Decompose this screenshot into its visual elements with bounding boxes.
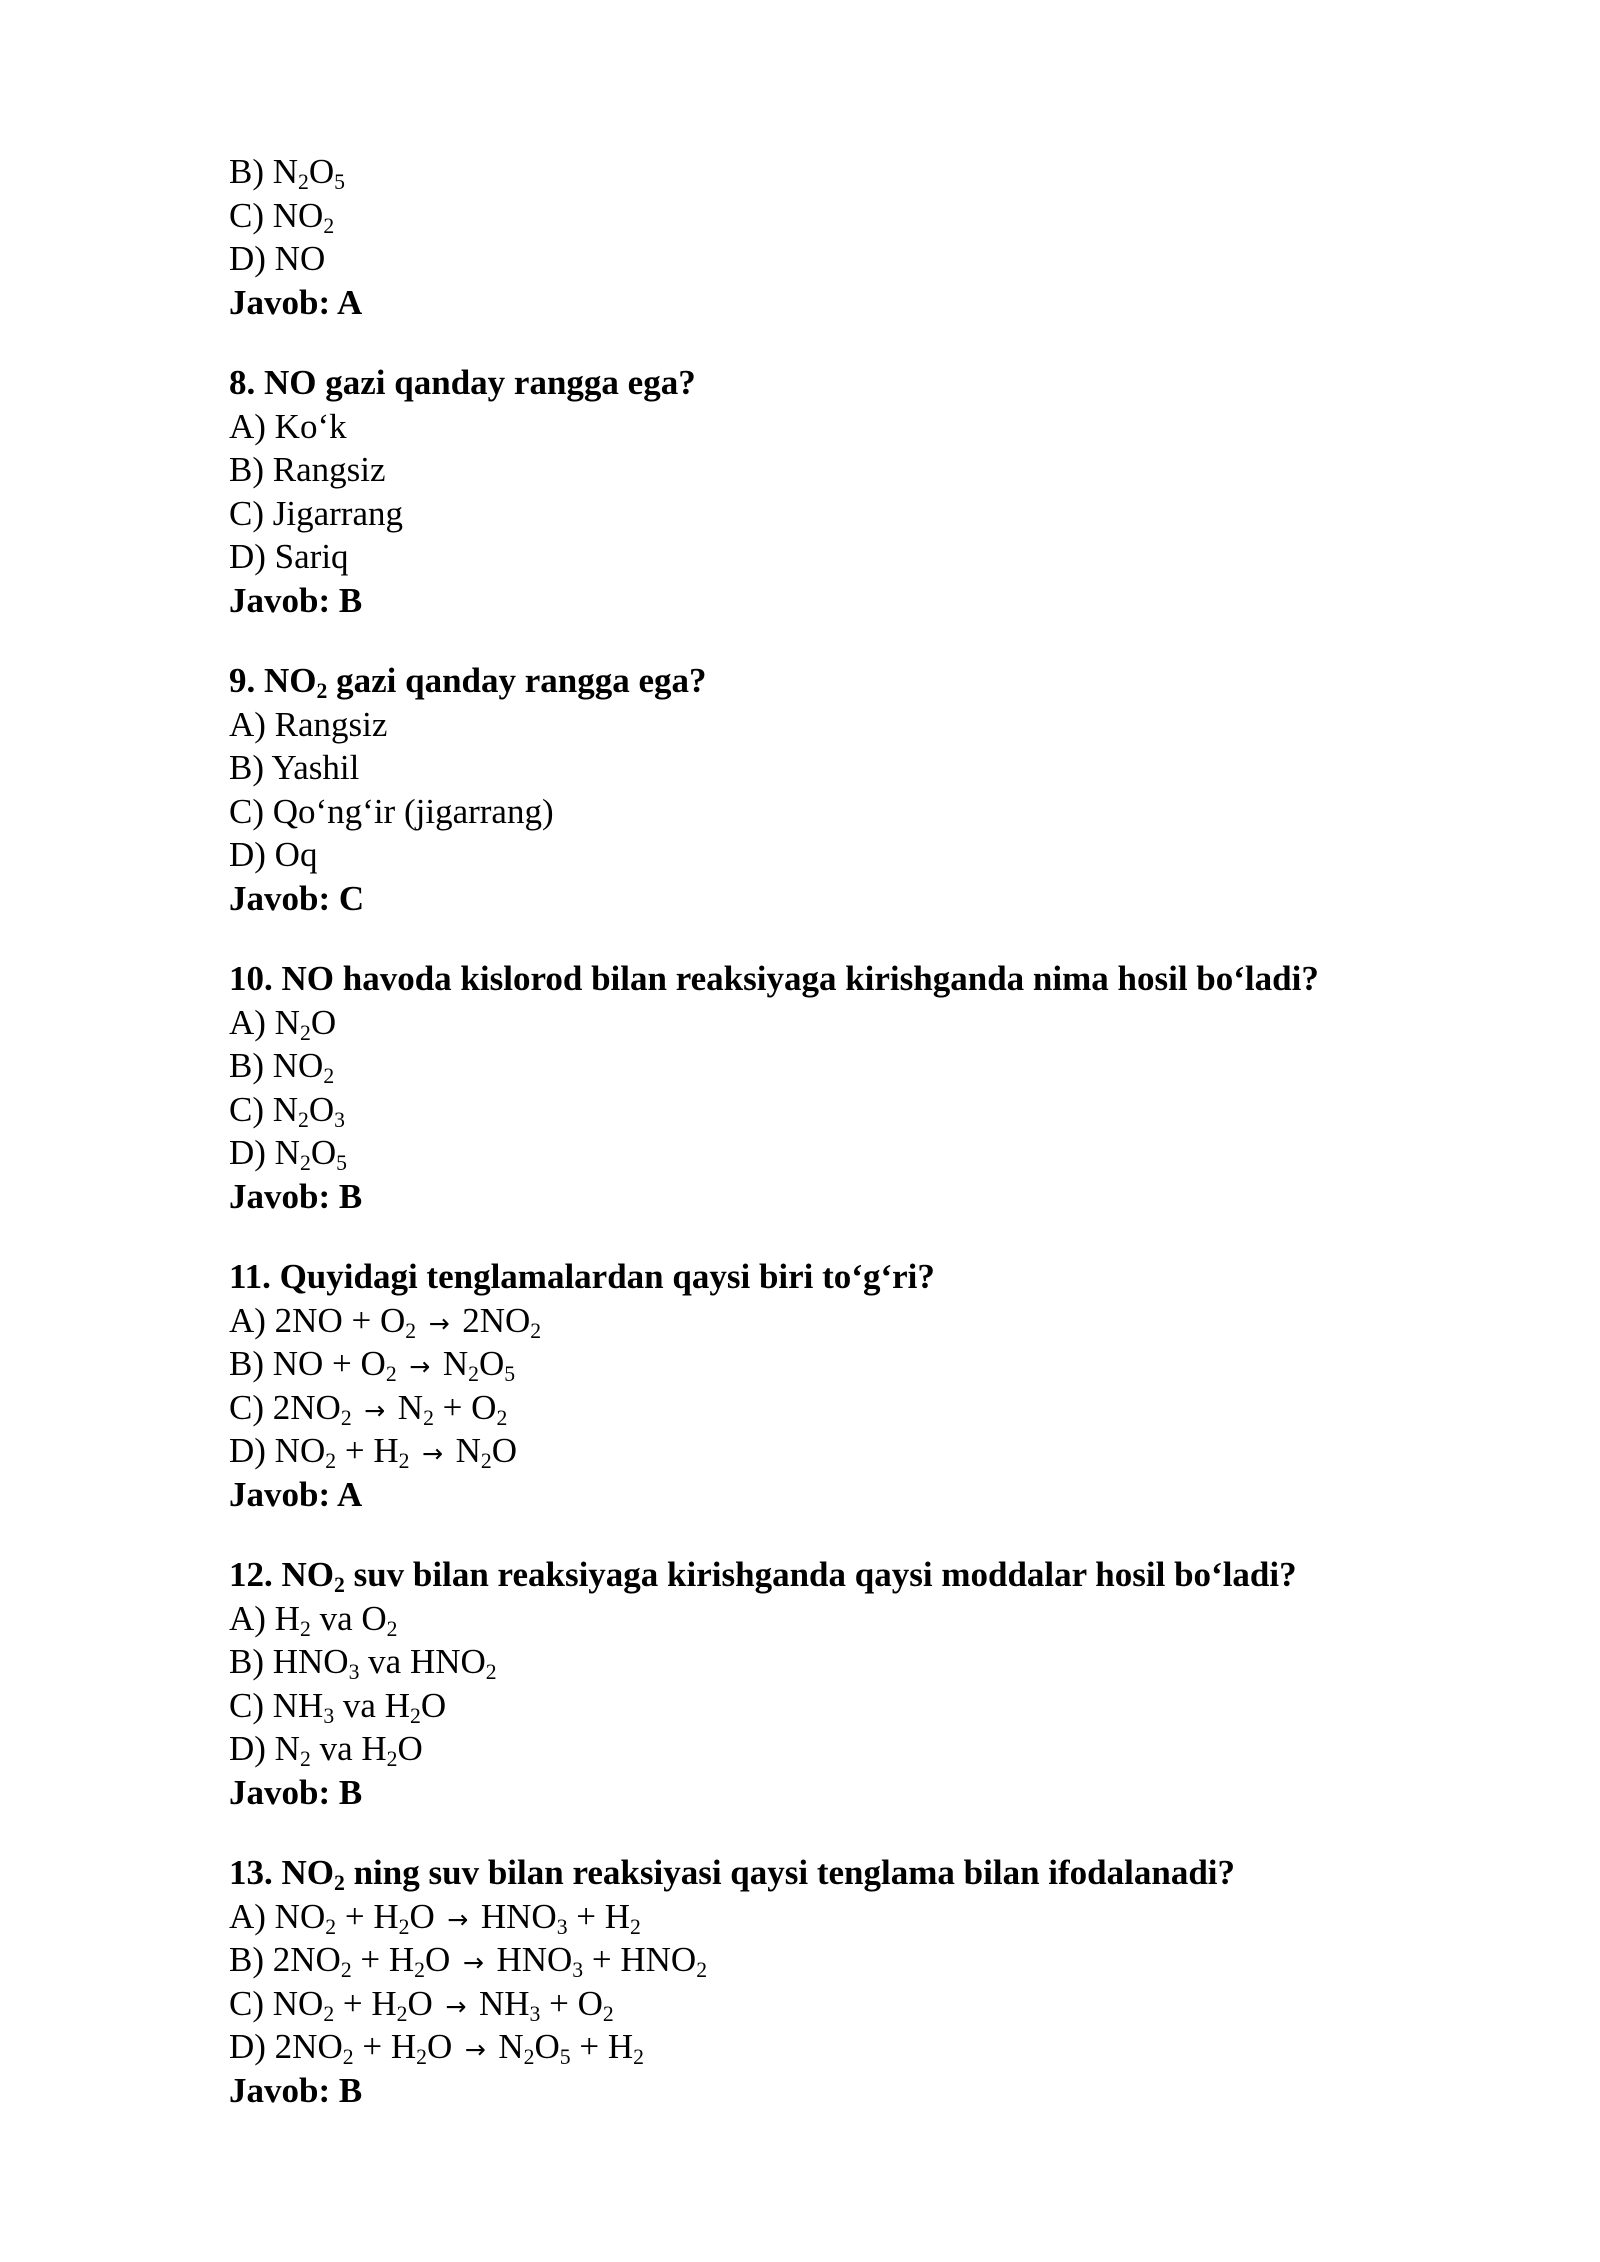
answer-option — [229, 194, 1489, 238]
text-run: D) NO — [229, 239, 326, 278]
subscript: 2 — [523, 2045, 535, 2070]
subscript: 2 — [602, 2001, 614, 2026]
answer-option — [229, 1982, 1489, 2026]
text-run: O — [491, 1431, 517, 1470]
question-title — [229, 1553, 1489, 1597]
subscript: 2 — [334, 1871, 345, 1896]
question-block-11 — [229, 1255, 1489, 1516]
subscript: 5 — [559, 2045, 571, 2070]
text-run: + O — [540, 1983, 603, 2023]
subscript: 2 — [342, 2045, 354, 2070]
text-run: 13. NO — [229, 1853, 334, 1892]
text-run: O — [534, 2027, 560, 2066]
text-run: D) Oq — [229, 835, 318, 874]
subscript: 2 — [396, 2001, 408, 2026]
subscript: 3 — [572, 1958, 584, 1983]
subscript: 2 — [299, 1616, 311, 1641]
answer-option — [229, 1299, 1489, 1343]
subscript: 2 — [340, 1958, 352, 1983]
text-run: + O — [433, 1387, 497, 1427]
text-run: B) NO — [229, 1046, 324, 1085]
text-run: C) NO — [229, 1983, 324, 2023]
text-run: 9. NO — [229, 661, 317, 700]
subscript: 2 — [334, 1573, 345, 1598]
subscript: 2 — [633, 2045, 644, 2070]
text-run: C) NH — [229, 1685, 324, 1725]
text-run: D) Sariq — [229, 537, 349, 576]
text-run: 10. NO havoda kislorod bilan reaksiyaga kirishganda nima hosil bo‘ladi? — [229, 959, 1319, 998]
text-run: A) Ko‘k — [229, 406, 347, 446]
subscript: 3 — [348, 1660, 360, 1685]
text-run: + H — [570, 2027, 634, 2066]
text-run: O — [407, 1983, 442, 2023]
answer-option — [229, 448, 1489, 492]
reaction-arrow: → — [409, 1352, 431, 1381]
answer-key: Javob: B — [229, 1176, 363, 1216]
text-run: + H — [334, 1983, 397, 2023]
text-run: D) 2NO — [229, 2027, 343, 2066]
subscript: 2 — [414, 1958, 426, 1983]
reaction-arrow: → — [428, 1308, 450, 1338]
reaction-arrow: → — [445, 1991, 467, 2021]
subscript: 3 — [529, 2001, 541, 2026]
text-run: B) Yashil — [229, 748, 360, 787]
text-run: N — [389, 1387, 424, 1427]
answer-option — [229, 1895, 1489, 1939]
text-run: + H — [336, 1431, 399, 1470]
subscript: 2 — [696, 1958, 708, 1983]
question-block-9 — [229, 659, 1489, 920]
text-run: HNO — [487, 1940, 573, 1979]
text-run: O — [409, 1896, 444, 1936]
text-run: + H — [336, 1896, 399, 1936]
subscript: 2 — [299, 1020, 311, 1045]
answer-option — [229, 237, 1489, 281]
text-run: A) N — [229, 1002, 300, 1042]
text-run: 8. NO gazi qanday rangga ega? — [229, 363, 696, 402]
text-run: B) HNO — [229, 1642, 349, 1681]
subscript: 2 — [405, 1318, 417, 1343]
subscript: 2 — [423, 1405, 434, 1430]
text-run: O — [420, 1685, 447, 1725]
answer-option — [229, 1088, 1489, 1132]
answer-key: Javob: B — [229, 1772, 363, 1812]
answer-option — [229, 746, 1489, 790]
answer-option — [229, 1131, 1489, 1175]
text-run: NH — [470, 1983, 530, 2023]
subscript: 2 — [468, 1362, 479, 1387]
text-run: gazi qanday rangga ega? — [327, 661, 707, 700]
text-run: va HNO — [359, 1642, 486, 1681]
subscript: 2 — [385, 1362, 397, 1387]
text-run: O — [310, 1002, 337, 1042]
subscript: 3 — [556, 1914, 568, 1939]
text-run: 2NO — [453, 1300, 531, 1340]
text-run: O — [308, 152, 335, 191]
subscript: 2 — [496, 1405, 508, 1430]
answer-option — [229, 1597, 1489, 1641]
subscript: 2 — [530, 1318, 542, 1343]
answer-option — [229, 1640, 1489, 1684]
subscript: 3 — [334, 1107, 345, 1132]
question-block-8 — [229, 361, 1489, 622]
subscript: 2 — [398, 1914, 410, 1939]
subscript: 2 — [299, 1747, 311, 1772]
text-run: va O — [310, 1598, 387, 1638]
text-run: + H — [353, 2027, 417, 2066]
text-run: B) 2NO — [229, 1940, 341, 1979]
subscript: 2 — [325, 1449, 337, 1474]
text-run — [409, 1431, 418, 1470]
question-block-12 — [229, 1553, 1489, 1814]
text-run: C) NO — [229, 195, 324, 235]
subscript: 2 — [298, 170, 309, 195]
subscript: 5 — [336, 1151, 347, 1176]
answer-option — [229, 1727, 1489, 1771]
question-title — [229, 1851, 1489, 1895]
text-run: O — [308, 1089, 335, 1129]
text-run: 12. NO — [229, 1555, 334, 1594]
text-run: va H — [310, 1729, 387, 1768]
subscript: 2 — [398, 1449, 410, 1474]
reaction-arrow: → — [447, 1904, 469, 1934]
text-run: B) NO + O — [229, 1344, 386, 1383]
question-title — [229, 1255, 1489, 1299]
answer-option — [229, 405, 1489, 449]
subscript: 2 — [316, 679, 328, 704]
subscript: 2 — [325, 1914, 337, 1939]
subscript: 2 — [386, 1616, 398, 1641]
text-run: 11. Quyidagi tenglamalardan qaysi biri to‘g‘ri? — [229, 1257, 935, 1296]
subscript: 2 — [416, 2045, 427, 2070]
question-block-continued — [229, 150, 1489, 324]
text-run: C) Qo‘ng‘ir (jigarrang) — [229, 791, 554, 831]
text-run: A) 2NO + O — [229, 1300, 406, 1340]
question-title — [229, 361, 1489, 405]
text-run: + H — [351, 1940, 415, 1979]
text-run: + H — [567, 1896, 631, 1936]
answer-option — [229, 492, 1489, 536]
text-run: N — [489, 2027, 524, 2066]
answer-option — [229, 1044, 1489, 1088]
text-run: C) N — [229, 1089, 299, 1129]
answer-option — [229, 150, 1489, 194]
answer-option — [229, 1429, 1489, 1473]
text-run: O — [397, 1729, 423, 1768]
text-run: B) N — [229, 152, 299, 191]
question-title — [229, 659, 1489, 703]
answer-option — [229, 1938, 1489, 1982]
text-run: HNO — [472, 1896, 557, 1936]
answer-key: Javob: C — [229, 878, 365, 918]
answer-key: Javob: A — [229, 282, 363, 322]
text-run: N — [434, 1344, 469, 1383]
text-run: + HNO — [583, 1940, 697, 1979]
reaction-arrow: → — [462, 1948, 484, 1977]
text-run: A) H — [229, 1598, 300, 1638]
reaction-arrow: → — [364, 1395, 386, 1425]
text-run: O — [310, 1133, 337, 1172]
text-run: suv bilan reaksiyaga kirishganda qaysi moddalar hosil bo‘ladi? — [344, 1555, 1297, 1594]
text-run: O — [478, 1344, 505, 1383]
answer-option — [229, 535, 1489, 579]
text-run: O — [425, 1940, 460, 1979]
subscript: 2 — [386, 1747, 398, 1772]
reaction-arrow: → — [464, 2035, 486, 2064]
subscript: 2 — [485, 1660, 497, 1685]
subscript: 5 — [334, 170, 345, 195]
answer-option — [229, 833, 1489, 877]
text-run: C) 2NO — [229, 1387, 341, 1427]
reaction-arrow: → — [421, 1439, 444, 1468]
text-run: B) Rangsiz — [229, 450, 386, 489]
answer-option — [229, 1342, 1489, 1386]
subscript: 2 — [299, 1151, 311, 1176]
subscript: 2 — [323, 213, 335, 238]
subscript: 2 — [630, 1914, 641, 1939]
subscript: 2 — [298, 1107, 309, 1132]
answer-option — [229, 1684, 1489, 1728]
answer-key: Javob: B — [229, 2070, 363, 2110]
text-run: D) N — [229, 1133, 300, 1172]
text-run: A) Rangsiz — [229, 704, 388, 744]
subscript: 3 — [323, 1703, 335, 1728]
subscript: 2 — [409, 1703, 421, 1728]
answer-option — [229, 2025, 1489, 2069]
text-run — [416, 1301, 425, 1340]
question-block-13 — [229, 1851, 1489, 2112]
subscript: 2 — [340, 1405, 352, 1430]
answer-option — [229, 1001, 1489, 1045]
question-title — [229, 957, 1489, 1001]
text-run: ning suv bilan reaksiyasi qaysi tenglama bilan ifodalanadi? — [344, 1853, 1236, 1892]
question-block-10 — [229, 957, 1489, 1218]
answer-option — [229, 703, 1489, 747]
subscript: 2 — [323, 2001, 335, 2026]
subscript: 2 — [480, 1449, 492, 1474]
subscript: 5 — [504, 1362, 516, 1387]
subscript: 2 — [323, 1064, 335, 1089]
text-run: A) NO — [229, 1896, 326, 1936]
text-run: N — [446, 1431, 481, 1470]
answer-option — [229, 1386, 1489, 1430]
document-page — [229, 150, 1489, 2112]
answer-option — [229, 790, 1489, 834]
text-run: D) N — [229, 1729, 300, 1768]
text-run: D) NO — [229, 1431, 326, 1470]
text-run: C) Jigarrang — [229, 493, 403, 533]
answer-key: Javob: A — [229, 1474, 363, 1514]
text-run: O — [426, 2027, 461, 2066]
answer-key: Javob: B — [229, 580, 363, 620]
text-run: va H — [334, 1685, 410, 1725]
